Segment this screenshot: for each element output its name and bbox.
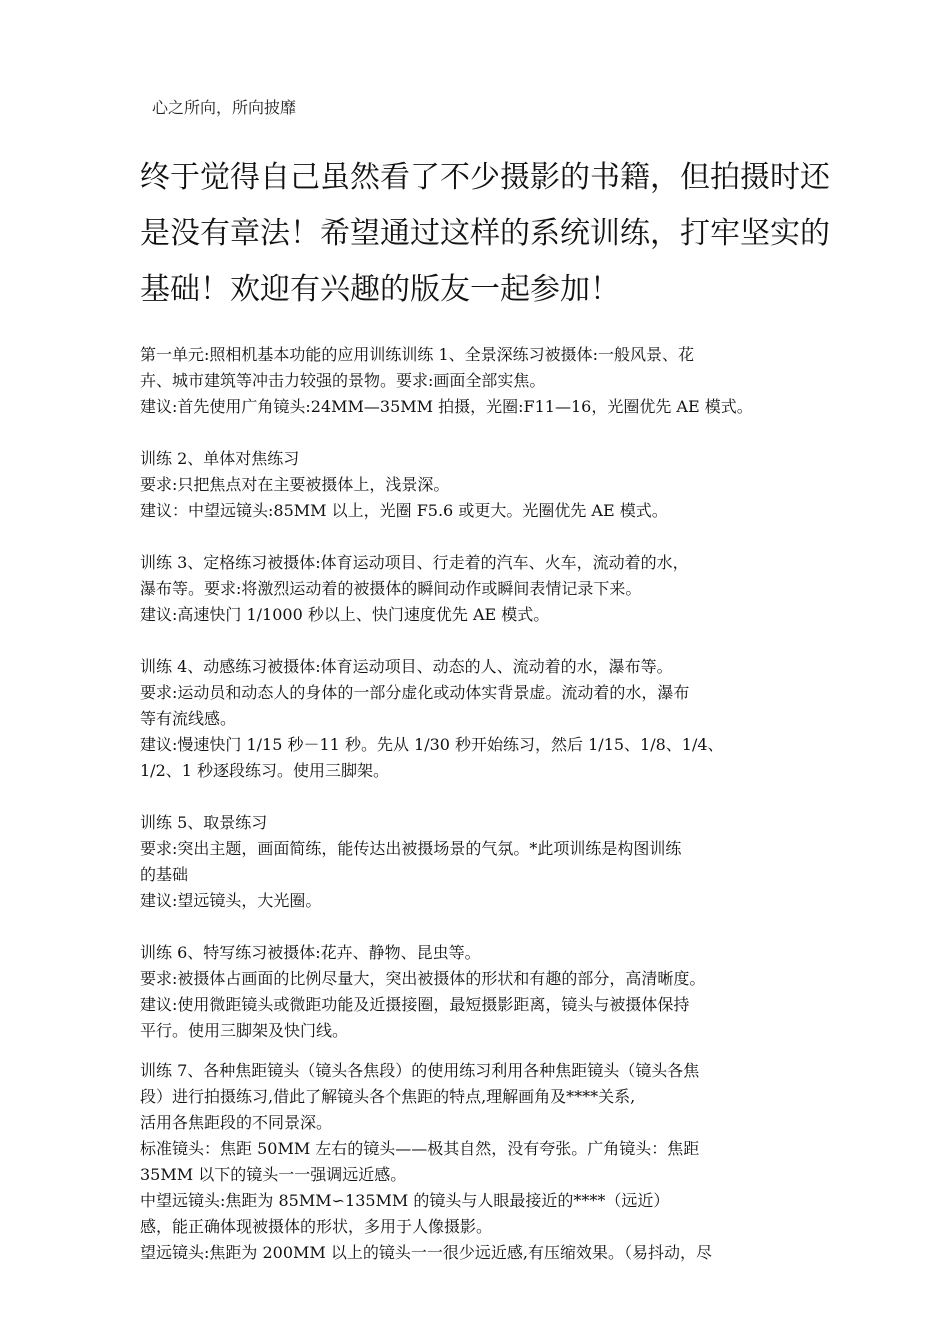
- text-line: 等有流线感。: [140, 709, 237, 728]
- exercise-3: [140, 550, 860, 628]
- intro-line: 是没有章法！希望通过这样的系统训练，打牢坚实的: [140, 216, 830, 251]
- text-line: 瀑布等。要求:将激烈运动着的被摄体的瞬间动作或瞬间表情记录下来。: [140, 579, 642, 598]
- text-line: 要求:运动员和动态人的身体的一部分虚化或动体实背景虚。流动着的水，瀑布: [140, 683, 690, 702]
- intro-line: 终于觉得自己虽然看了不少摄影的书籍，但拍摄时还: [140, 160, 830, 195]
- text-line: 望远镜头:焦距为 200MM 以上的镜头一一很少远近感,有压缩效果。（易抖动，尽: [140, 1243, 712, 1262]
- training-content: [140, 342, 860, 1266]
- text-line: 要求:突出主题，画面简练，能传达出被摄场景的气氛。*此项训练是构图训练: [140, 839, 682, 858]
- text-line: 标准镜头：焦距 50MM 左右的镜头——极其自然，没有夸张。广角镜头：焦距: [140, 1139, 700, 1158]
- text-line: 建议：中望远镜头:85MM 以上，光圈 F5.6 或更大。光圈优先 AE 模式。: [140, 501, 668, 520]
- text-line: 要求:被摄体占画面的比例尽量大，突出被摄体的形状和有趣的部分，高清晰度。: [140, 969, 706, 988]
- text-line: 建议:使用微距镜头或微距功能及近摄接圈，最短摄影距离，镜头与被摄体保持: [140, 995, 690, 1014]
- exercise-5: [140, 810, 860, 914]
- text-line: 建议:高速快门 1/1000 秒以上、快门速度优先 AE 模式。: [140, 605, 550, 624]
- text-line: 训练 2、单体对焦练习: [140, 449, 300, 468]
- text-line: 段）进行拍摄练习,借此了解镜头各个焦距的特点,理解画角及****关系,: [140, 1087, 636, 1106]
- text-line: 训练 7、各种焦距镜头（镜头各焦段）的使用练习利用各种焦距镜头（镜头各焦: [140, 1061, 700, 1080]
- text-line: 建议:首先使用广角镜头:24MM—35MM 拍摄，光圈:F11—16，光圈优先 AE 模式。: [140, 397, 753, 416]
- text-line: 第一单元:照相机基本功能的应用训练训练 1、全景深练习被摄体:一般风景、花: [140, 345, 695, 364]
- text-line: 卉、城市建筑等冲击力较强的景物。要求:画面全部实焦。: [140, 371, 546, 390]
- text-line: 平行。使用三脚架及快门线。: [140, 1021, 349, 1040]
- text-line: 感，能正确体现被摄体的形状，多用于人像摄影。: [140, 1217, 493, 1236]
- text-line: 1/2、1 秒逐段练习。使用三脚架。: [140, 761, 390, 780]
- text-line: 活用各焦距段的不同景深。: [140, 1113, 333, 1132]
- text-line: 的基础: [140, 865, 189, 884]
- text-line: 要求:只把焦点对在主要被摄体上，浅景深。: [140, 475, 450, 494]
- exercise-7: [140, 1058, 860, 1266]
- exercise-4: [140, 654, 860, 784]
- text-line: 建议:慢速快门 1/15 秒－11 秒。先从 1/30 秒开始练习，然后 1/15、1/8、1/4、: [140, 735, 724, 754]
- exercise-6: [140, 940, 860, 1044]
- text-line: 建议:望远镜头，大光圈。: [140, 891, 322, 910]
- text-line: 训练 4、动感练习被摄体:体育运动项目、动态的人、流动着的水，瀑布等。: [140, 657, 673, 676]
- exercise-2: [140, 446, 860, 524]
- text-line: 训练 3、定格练习被摄体:体育运动项目、行走着的汽车、火车，流动着的水，: [140, 553, 689, 572]
- intro-line: 基础！欢迎有兴趣的版友一起参加！: [140, 272, 620, 307]
- text-line: 35MM 以下的镜头一一强调远近感。: [140, 1165, 407, 1184]
- text-line: 训练 5、取景练习: [140, 813, 268, 832]
- text-line: 训练 6、特写练习被摄体:花卉、静物、昆虫等。: [140, 943, 481, 962]
- intro-heading: [140, 150, 860, 318]
- motto-header: 心之所向，所向披靡: [152, 98, 297, 117]
- unit-1-exercise-1: [140, 342, 860, 420]
- text-line: 中望远镜头:焦距为 85MM∽135MM 的镜头与人眼最接近的****（远近）: [140, 1191, 670, 1210]
